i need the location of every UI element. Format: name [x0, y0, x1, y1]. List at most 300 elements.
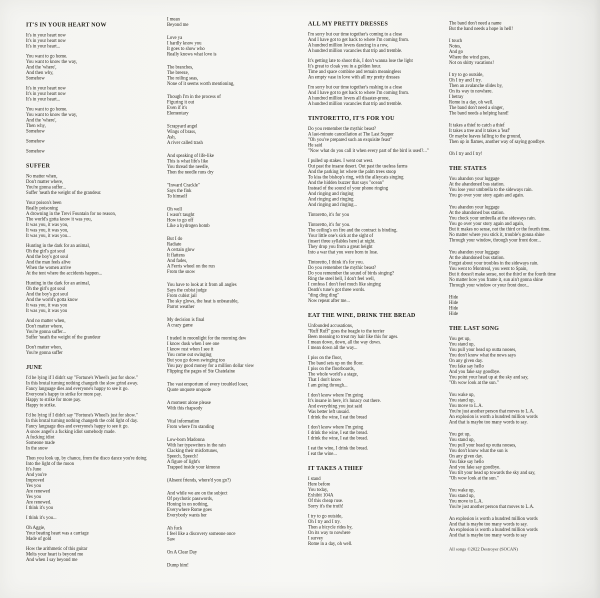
lyric-line: Oh the girl's got soul	[26, 286, 66, 292]
lyric-line: It was you, it was you...	[26, 233, 71, 239]
lyric-line: You're gonna suffer...	[26, 329, 66, 335]
lyric-line: Through your window or your front door...	[449, 283, 530, 288]
lyric-line: A hundred million vacancies that trip and tremble.	[308, 48, 403, 54]
lyric-line: A river called trash	[167, 140, 203, 146]
lyric-line: Of this cheap ruse.	[308, 498, 344, 504]
lyric-line: You pull your head up outta nooses,	[449, 347, 517, 353]
lyric-line: You check your umbrella at the sideways rain.	[449, 216, 536, 221]
lyric-line: Somehow	[26, 129, 45, 134]
lyric-line: You stand up,	[449, 493, 475, 499]
lyric-line: A snow angel's a fucking idiot somebody made.	[26, 429, 116, 435]
stanza	[167, 401, 317, 412]
lyric-line: Into the light of the moon	[26, 461, 75, 467]
stanza	[26, 456, 176, 511]
stanza	[308, 356, 458, 389]
lyric-line: On A Clear Day	[167, 550, 198, 555]
lyric-line: You want to go home.	[26, 54, 68, 59]
lyric-line: The world's gotta know it was you,	[26, 217, 92, 222]
lyric-line: I confess I don't feel much like singing	[308, 282, 381, 287]
lyric-line: I touch	[449, 38, 463, 44]
lyric-line: And the boy's got soul	[26, 254, 68, 260]
lyric-line: And no matter when,	[26, 318, 66, 324]
lyric-line: I'm sorry but our time together's coming to a close	[308, 32, 403, 37]
lyric-line: It was you, it was you	[26, 303, 68, 308]
stanza	[449, 517, 599, 539]
lyric-line: And when I say beyond me	[26, 557, 78, 563]
lyric-line: Then you look up, by chance, from the disco dance you're doing	[26, 456, 147, 461]
lyric-line: But it doesn't make sense, not the third or the fourth time	[449, 272, 556, 277]
lyric-line: You tilt your head up towards the sky and say,	[449, 470, 536, 476]
lyric-line: Here before	[308, 482, 331, 487]
lyric-line: Wings of brass,	[167, 129, 197, 135]
lyric-line: It's getting late to shoot this, I don't wanna lose the light	[308, 58, 413, 64]
lyric-line: Even if it's	[167, 105, 188, 111]
lyric-line: No matter how you frame it, sun ain't gonna shine	[449, 277, 543, 283]
lyric-line: And the 'where',	[26, 118, 57, 123]
stanza	[308, 446, 458, 457]
lyric-line: Scrapyard angel	[167, 124, 198, 129]
lyric-line: Melts your heart is beyond me	[26, 552, 84, 557]
lyric-line: With her typewriters in the rain	[167, 443, 226, 448]
lyric-line: "ding ding ding"	[308, 293, 340, 298]
lyric-line: Hide	[449, 311, 459, 317]
lyric-line: It was you, it was you	[26, 308, 68, 314]
lyric-line: Improved	[26, 478, 45, 483]
lyric-line: You're just another person that moves to L.A.	[449, 504, 535, 510]
lyric-line: Of psychotic passwords,	[167, 496, 213, 502]
stanza	[308, 85, 458, 107]
stanza	[167, 36, 317, 58]
lyric-line: "Oh wow look at the sun."	[449, 476, 499, 481]
lyric-line: Somehow	[26, 139, 45, 144]
stanza	[167, 526, 317, 543]
stanza	[167, 419, 317, 430]
stanza	[449, 432, 599, 482]
lyric-line: I mean	[167, 17, 180, 22]
lyric-line: And the parking lot where the palm trees stoop	[308, 169, 396, 175]
lyric-line: You stand up,	[449, 437, 475, 443]
stanza	[167, 95, 317, 117]
lyric-line: No matter when,	[26, 174, 58, 179]
stanza	[449, 73, 599, 117]
lyric-line: You have to look at it from all angles	[167, 282, 237, 288]
lyric-line: I traded in moonlight for the morning dew	[167, 336, 247, 341]
lyric-line: On any given day.	[449, 358, 484, 364]
stanza	[308, 260, 458, 304]
lyric-line: Yes you	[26, 483, 42, 489]
stanza	[26, 201, 176, 240]
lyric-line: A certain glow	[167, 247, 195, 253]
lyric-line: No matter where you stick it, trouble's gonna shine	[449, 232, 545, 238]
lyric-line: Unfounded accusations,	[308, 323, 354, 329]
stanza	[308, 324, 458, 352]
stanza	[308, 159, 458, 209]
lyric-line: I feel like a discovery someone once	[167, 531, 236, 537]
lyric-line: In this brutal turning nothing changeth the cold light of day.	[26, 418, 139, 424]
stanza	[26, 149, 176, 155]
lyric-line: At the abandoned bus station.	[449, 182, 505, 187]
lyric-line: You're gonna suffer	[26, 350, 63, 356]
lyric-line: On its way to nowhere	[308, 530, 351, 536]
song-title: IT'S IN YOUR HEART NOW	[26, 21, 107, 28]
copyright-credit: All songs ©2022 Destroyer (SOCAN)	[449, 546, 518, 552]
lyric-line: Then an avalanche slides by,	[449, 83, 503, 89]
stanza	[167, 183, 317, 200]
lyric-line: Elementary	[167, 111, 189, 116]
lyric-line: You thread the needle,	[167, 164, 209, 170]
lyric-line: None of it seems worth mentioning,	[167, 81, 235, 87]
lyric-line: Low-born Madonna	[167, 437, 205, 443]
lyric-line: Hide	[449, 306, 459, 311]
stanza	[26, 516, 176, 522]
lyric-line: On any given day.	[449, 454, 484, 459]
lyric-line: I wasn't taught	[167, 212, 195, 218]
lyric-line: Clacking their misfortunes,	[167, 448, 219, 454]
lyric-line: I pulled up stakes. I went out west.	[308, 158, 374, 164]
lyric-line: Radiate	[167, 242, 182, 247]
lyric-line: It takes a tree and it takes a 'leaf'	[449, 128, 510, 134]
lyric-line: And the world's gotta know	[26, 297, 78, 303]
lyric-line: He said	[308, 143, 323, 148]
lyric-line: Through your window, through your front door...	[449, 238, 541, 243]
stanza	[308, 127, 458, 155]
lyric-line: An explosion is worth a hundred million words	[449, 414, 538, 420]
lyric-line: Been meaning to treat my hair like this for ages.	[308, 334, 399, 340]
lyric-line: Then up in flames, another way of saying goodbye.	[449, 139, 546, 145]
lyric-line: And go	[449, 49, 463, 55]
lyric-line: Oh the girl's got soul	[26, 249, 66, 254]
lyric-line: You wake up,	[449, 392, 475, 398]
lyric-line: Suffer 'neath the weight of the grandeur	[26, 335, 101, 340]
stanza	[167, 336, 317, 375]
lyric-line: Flipping the pages of Ste Chatelaine	[167, 369, 236, 374]
lyric-line: Oh I try and I try!	[449, 151, 483, 157]
lyric-line: Tintoretto, it's for you	[308, 212, 350, 218]
lyric-line: I eat the wine, I drink the bread.	[308, 446, 369, 451]
lyric-line: The roiling seas,	[167, 76, 199, 81]
lyric-line: You want to know the way,	[26, 112, 78, 118]
song-title: JUNE	[26, 363, 43, 371]
lyric-line: Somehow	[26, 76, 45, 81]
lyric-line: You want to know the way,	[26, 59, 78, 65]
stanza	[167, 154, 317, 176]
lyric-line: I'd be lying if I didn't say "Fortune's Wheel's just for show."	[26, 413, 138, 418]
stanza	[26, 281, 176, 314]
lyric-line: A Ferris wheel on the run	[167, 264, 215, 269]
lyric-line: I am going through...	[308, 383, 348, 388]
lyric-line: Beyond me	[167, 22, 189, 28]
lyric-line: But it makes no sense, not the third or the fourth time.	[449, 227, 551, 232]
lyric-line: An explosion is worth a hundred million words	[449, 516, 538, 522]
lyric-line: You went to Montreal, you went to Spain,	[449, 266, 528, 272]
lyric-line: You pay good money for a million dollar view	[167, 363, 255, 369]
lyric-line: And ringing and ringing	[308, 197, 354, 202]
stanza	[167, 65, 317, 87]
lyric-line: And the boy's got soul	[26, 292, 68, 297]
lyric-line: Really poisoning	[26, 206, 58, 211]
lyric-line: With this rhapsody	[167, 406, 203, 411]
stanza	[167, 207, 317, 229]
lyric-line: A hundred million vacancies that trip and tremble.	[308, 101, 403, 107]
lyric-line: It's great to cloak you in a golden hour.	[308, 64, 382, 69]
stanza	[26, 33, 176, 50]
lyric-line: You abandon your luggage	[449, 250, 500, 255]
lyric-line: I drink the wine, I eat the bread.	[308, 430, 369, 436]
lyrics-column-3	[308, 21, 458, 552]
lyric-line: It's in your heart now	[26, 38, 66, 44]
lyric-line: You stand up,	[449, 342, 475, 347]
lyric-line: You fake say hello	[449, 459, 484, 465]
lyric-line: I piss on the floorboards,	[308, 366, 355, 372]
lyric-line: When the women arrive	[26, 265, 72, 271]
stanza	[26, 244, 176, 277]
lyric-line: The sky glows, the heat is unbearable,	[167, 299, 239, 304]
lyric-line: You move to L.A.	[449, 499, 483, 504]
lyric-line: Ah fuck	[167, 526, 183, 531]
stanza	[167, 438, 317, 471]
lyric-line: And I have got to get back to where I'm coming from.	[308, 37, 410, 43]
lyric-line: I'm sorry but our time together's rushing to a close	[308, 85, 403, 90]
song-title: SUFFER	[26, 162, 51, 169]
lyric-line: The band don't need a singer,	[449, 105, 504, 111]
lyric-line: Oh I try and I try.	[449, 78, 482, 83]
lyric-line: Now repeat after me...	[308, 298, 350, 304]
lyric-line: In the snow	[26, 446, 48, 451]
lyric-line: Don't matter where,	[26, 324, 64, 329]
lyric-line: Everybody wants her	[167, 513, 207, 518]
lyric-line: You today,	[308, 487, 329, 493]
stanza	[26, 345, 176, 356]
lyric-line: Was better left unsaid.	[308, 409, 350, 415]
lyric-line: I drink the wine, I eat the bread.	[308, 436, 369, 441]
lyric-line: The branches,	[167, 65, 194, 70]
lyric-line: It's insane in here, it's lunacy out there.	[308, 398, 381, 404]
lyric-line: Rome in a day, oh well.	[449, 100, 494, 105]
lyric-line: An empty vase in love with all my pretty dresses	[308, 75, 400, 80]
stanza	[26, 526, 176, 543]
lyric-line: You pull your head up outta nooses,	[449, 443, 517, 448]
lyric-line: Do you remember the sound of birds singing?	[308, 271, 395, 276]
lyric-line: It's in your heart now	[26, 86, 66, 91]
lyric-line: You're just another person that moves to L.A.	[449, 409, 535, 414]
lyric-line: Notes,	[449, 44, 462, 49]
stanza	[26, 174, 176, 196]
lyric-line: Hide	[449, 295, 459, 300]
lyric-line: And that is maybe too many words to say	[449, 533, 527, 538]
lyric-line: It was you, it was you,	[26, 222, 69, 228]
lyric-line: Hunting in the dark for an animal,	[26, 281, 90, 286]
lyric-line: Not on shitty vacations!	[449, 60, 494, 66]
lyric-line: You go over your story again and again.	[449, 193, 525, 198]
lyric-line: "Inward Crackle"	[167, 183, 200, 188]
stanza	[26, 413, 176, 452]
lyric-line: To kiss the bishop's ring, with the alleycats singing	[308, 175, 404, 180]
stanza	[308, 425, 458, 442]
stanza	[26, 319, 176, 341]
lyric-line: I hardly know you	[167, 41, 202, 46]
lyric-line: Speech, Speech!	[167, 454, 198, 459]
lyric-line: Somehow	[26, 149, 45, 154]
lyric-line: Death's tune's got three words.	[308, 287, 366, 293]
lyric-line: (insert three syllables here) at night.	[308, 239, 376, 244]
lyric-line: You stand up,	[449, 398, 475, 403]
stanza	[26, 547, 176, 564]
stanza	[449, 205, 599, 244]
stanza	[308, 32, 458, 54]
stanza	[308, 477, 458, 510]
lyric-line: The breeze,	[167, 70, 189, 76]
lyric-line: Says the cubist judge	[167, 288, 207, 293]
stanza	[449, 152, 599, 158]
lyric-line: You lose your umbrella to the sideways rain.	[449, 187, 533, 193]
lyric-line: You abandon your luggage	[449, 205, 500, 210]
lyric-line: And speaking of life-like	[167, 153, 214, 159]
lyric-line: Are renewed.	[26, 500, 52, 505]
lyric-line: And that is maybe too many words to say.	[449, 522, 528, 527]
lyric-line: Suffer 'neath the weight of the grandeur.	[26, 190, 102, 196]
stanza	[167, 550, 317, 556]
lyric-line: Rome in a day, oh well.	[308, 541, 353, 547]
lyric-line: And you fake say goodbye.	[449, 465, 501, 470]
lyric-line: Oh well	[167, 207, 182, 212]
lyric-line: The band sets up on the floor.	[308, 361, 364, 366]
stanza	[308, 514, 458, 547]
lyric-line: I drink the wine, I eat the bread	[308, 415, 367, 420]
lyric-line: I mean down all the way...	[308, 345, 358, 351]
lyric-line: A last-minute cancellation at The Last Supper	[308, 132, 394, 137]
lyric-line: And I have got to get back to where I'm coming from.	[308, 90, 410, 96]
lyric-line: At the abandoned bus station.	[449, 255, 505, 261]
lyric-line: I piss on the floor,	[308, 355, 343, 361]
lyric-line: I know dusk when I see one	[167, 341, 220, 347]
lyric-line: You get up,	[449, 432, 471, 437]
lyric-line: And the 'where',	[26, 65, 57, 70]
lyric-line: My decision is final	[167, 317, 205, 323]
lyric-line: I know rust when I see it	[167, 347, 214, 352]
stanza	[308, 59, 458, 81]
lyric-line: The ceiling's on fire and the contract is binding.	[308, 228, 398, 233]
lyric-line: Really knows what love is	[167, 52, 217, 57]
lyric-line: Tintoretto, it's for you.	[308, 222, 351, 228]
lyric-line: And ringing and ringing	[308, 191, 354, 197]
lyric-line: Ash,	[167, 135, 176, 140]
lyric-line: I mean down, down, all the way down.	[308, 340, 381, 345]
stanza	[26, 376, 176, 409]
stanza	[167, 478, 317, 484]
stanza	[308, 223, 458, 256]
lyric-line: Sorry it's the truth!	[308, 504, 344, 509]
lyric-line: The vast emporium of every troubled loser,	[167, 382, 249, 387]
stanza	[449, 39, 599, 67]
stanza	[26, 54, 176, 82]
lyric-line: In this brutal turning nothing changeth the slow grind away.	[26, 381, 139, 386]
lyric-line: Then why,	[26, 123, 46, 129]
lyric-line: Do you remember the mythic beast?	[308, 265, 377, 271]
stanza	[308, 213, 458, 219]
lyric-line: Ring the steel bell, I don't feel well,	[308, 276, 375, 282]
lyric-line: Then a bicycle rides by,	[308, 525, 353, 530]
lyric-line: You get up,	[449, 336, 471, 342]
lyric-line: Like a hydrogen bomb	[167, 223, 210, 229]
lyric-line: Exhibit 104A	[308, 493, 334, 498]
lyric-line: Hunting in the dark for an animal,	[26, 243, 90, 249]
lyric-line: Time and space combine and remain meaningless	[308, 69, 402, 75]
lyric-line: You want to go home.	[26, 107, 68, 112]
lyric-line: Or maybe leaves falling to the ground,	[449, 134, 522, 139]
lyric-line: Hide	[449, 300, 459, 306]
lyric-line: (Absent friends, where'd you go?)	[167, 478, 231, 483]
lyric-line: Figuring it out	[167, 100, 195, 105]
lyric-line: An explosion is worth a hundred million words	[449, 527, 538, 533]
lyric-line: Your poison's been	[26, 200, 62, 206]
lyric-line: It flattens	[167, 253, 185, 258]
lyric-line: How to go off	[167, 218, 194, 223]
song-title: IT TAKES A THIEF	[308, 464, 364, 472]
lyric-line: But you go down swinging too	[167, 358, 225, 363]
lyric-line: Happy to strike.	[26, 403, 57, 408]
lyrics-column-1	[26, 22, 176, 568]
stanza	[167, 283, 317, 311]
lyric-line: Made of gold	[26, 536, 52, 542]
lyric-line: From the snow	[167, 269, 196, 275]
lyric-line: And that is maybe too many words to say.	[449, 420, 528, 425]
stanza	[308, 393, 458, 421]
lyric-line: "Now what do you call it when every part of the bird is used?..."	[308, 148, 429, 154]
lyric-line: You move to L.A.	[449, 403, 483, 409]
stanza	[167, 237, 317, 276]
lyric-line: You don't know what the news says	[449, 353, 516, 358]
lyric-line: I try to go outside,	[308, 514, 343, 519]
lyric-line: And fades,	[167, 258, 188, 264]
lyric-line: The band don't need a name	[449, 21, 502, 26]
song-title: TINTORETTO, IT'S FOR YOU	[308, 114, 395, 122]
stanza	[449, 123, 599, 145]
lyric-line: Honing in on nothing,	[167, 502, 209, 507]
lyric-line: And then why,	[26, 70, 54, 76]
lyric-line: And ringing and ringing...	[308, 202, 357, 208]
lyric-line: I survey	[308, 536, 324, 541]
lyric-line: I think it's you	[26, 505, 54, 511]
lyric-line: It takes a thief to catch a thief	[449, 123, 505, 128]
stanza	[167, 491, 317, 519]
lyric-line: The band needs a helping hand!	[449, 111, 509, 116]
lyric-line: Yes you	[26, 494, 42, 500]
lyric-line: Dump him!	[167, 563, 189, 568]
lyric-line: A figure of light's	[167, 459, 201, 465]
lyric-line: You abandon your luggage	[449, 176, 500, 182]
lyric-line: Instead of the sound of your phone ringing	[308, 186, 389, 191]
lyric-line: Don't matter where,	[26, 179, 64, 185]
lyric-line: I try to go outside,	[449, 72, 484, 78]
lyric-line: Fancy language dies and everyone's happy to see it go.	[26, 386, 129, 392]
stanza	[449, 393, 599, 426]
lyric-line: Out past the insane desert. Out past the useless farms	[308, 164, 408, 169]
lyric-line: Into a war that you were born to lose.	[308, 250, 379, 255]
lyric-line: A drowning in the Trevi Fountain for no reason,	[26, 211, 116, 217]
lyric-line: "Oh you've prepared such an exquisite feast"	[308, 137, 393, 143]
lyrics-column-2	[167, 17, 317, 576]
lyric-line: And you're	[26, 472, 47, 478]
lyric-line: Are renewed	[26, 489, 51, 494]
lyric-line: Don't matter when,	[26, 345, 62, 350]
lyric-line: From cubist jail	[167, 293, 197, 299]
stanza	[449, 21, 599, 32]
lyric-line: A moment alone please	[167, 400, 211, 406]
lyric-line: Though I'm in the process of	[167, 94, 221, 100]
lyric-line: Says the fink	[167, 188, 192, 194]
lyric-line: It's in your heart now	[26, 91, 66, 97]
lyric-line: It's in your heart...	[26, 44, 61, 49]
